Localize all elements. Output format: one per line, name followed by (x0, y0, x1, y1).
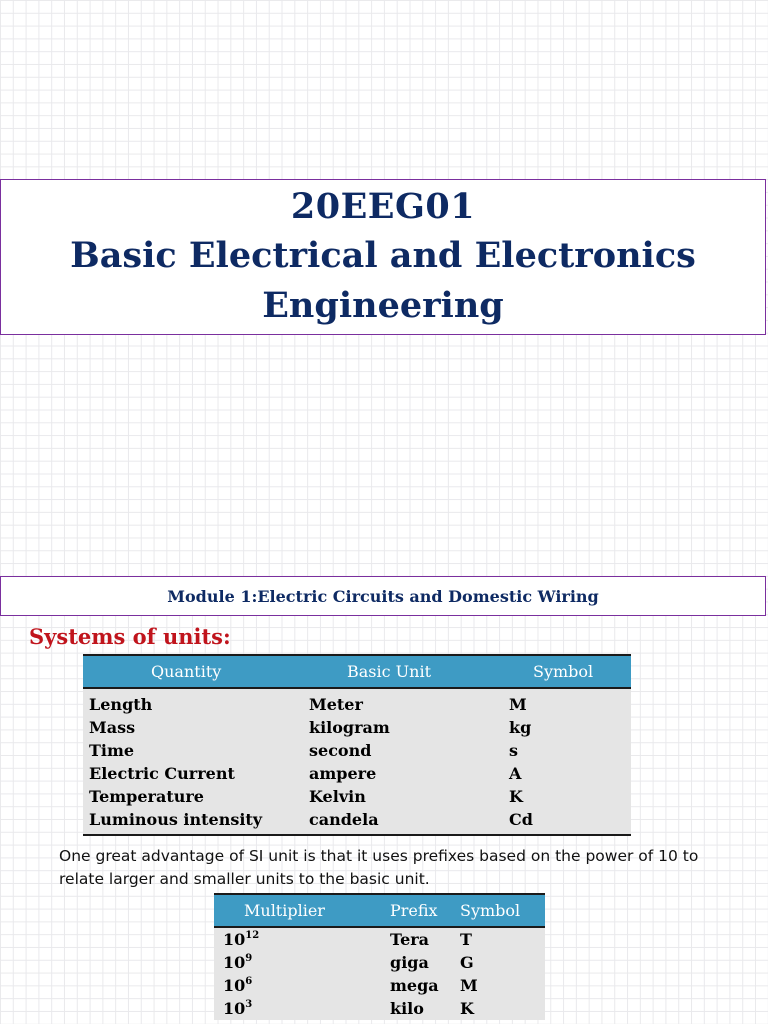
table-row (83, 785, 631, 808)
cell-symbol: M (503, 688, 631, 716)
si-prefix-paragraph: One great advantage of SI unit is that it uses prefixes based on the power of 10 to relate larger and smaller units to the basic unit. (59, 847, 699, 888)
table-row (83, 739, 631, 762)
cell-basic-unit: kilogram (303, 716, 503, 739)
cell-multiplier (214, 997, 370, 1020)
cell-symbol: G (456, 951, 545, 974)
cell-symbol: s (503, 739, 631, 762)
column-header-symbol: Symbol (456, 894, 545, 927)
prefix-table (214, 893, 545, 1020)
table-row (83, 716, 631, 739)
table-row (214, 951, 545, 974)
cell-basic-unit: Meter (303, 688, 503, 716)
cell-basic-unit: candela (303, 808, 503, 835)
module-title: Module 1:Electric Circuits and Domestic Wiring (167, 586, 599, 606)
cell-symbol: K (456, 997, 545, 1020)
cell-quantity: Time (83, 739, 303, 762)
section-heading: Systems of units: (29, 624, 231, 649)
table-row (83, 808, 631, 835)
cell-prefix: mega (370, 974, 456, 997)
cell-symbol: M (456, 974, 545, 997)
cell-quantity: Length (83, 688, 303, 716)
multiplier-base: 10 (223, 930, 246, 949)
column-header-multiplier: Multiplier (214, 894, 370, 927)
cell-quantity: Mass (83, 716, 303, 739)
multiplier-exponent: 3 (245, 999, 253, 1010)
table-row (214, 927, 545, 951)
title-box (0, 179, 766, 335)
table-row (83, 688, 631, 716)
multiplier-base: 10 (223, 999, 246, 1018)
table-row (214, 974, 545, 997)
cell-symbol: kg (503, 716, 631, 739)
cell-symbol: Cd (503, 808, 631, 835)
course-code: 20EEG01 (290, 186, 476, 227)
table-header-row (214, 894, 545, 927)
column-header-symbol: Symbol (503, 655, 631, 688)
multiplier-base: 10 (223, 976, 246, 995)
cell-basic-unit: ampere (303, 762, 503, 785)
cell-prefix: Tera (370, 927, 456, 951)
column-header-quantity: Quantity (83, 655, 303, 688)
cell-multiplier (214, 974, 370, 997)
column-header-basic-unit: Basic Unit (303, 655, 503, 688)
cell-symbol: A (503, 762, 631, 785)
cell-prefix: kilo (370, 997, 456, 1020)
cell-quantity: Luminous intensity (83, 808, 303, 835)
cell-multiplier (214, 951, 370, 974)
table-row (214, 997, 545, 1020)
multiplier-base: 10 (223, 953, 246, 972)
course-title-line-1: Basic Electrical and Electronics (70, 235, 696, 276)
cell-basic-unit: second (303, 739, 503, 762)
module-banner (0, 576, 766, 616)
table-row (83, 762, 631, 785)
multiplier-exponent: 12 (245, 930, 260, 941)
table-header-row (83, 655, 631, 688)
cell-quantity: Temperature (83, 785, 303, 808)
cell-symbol: T (456, 927, 545, 951)
multiplier-exponent: 6 (245, 976, 253, 987)
cell-multiplier (214, 927, 370, 951)
cell-symbol: K (503, 785, 631, 808)
column-header-prefix: Prefix (370, 894, 456, 927)
multiplier-exponent: 9 (245, 953, 253, 964)
units-table (83, 654, 631, 836)
course-title-line-2: Engineering (262, 285, 504, 326)
cell-quantity: Electric Current (83, 762, 303, 785)
cell-basic-unit: Kelvin (303, 785, 503, 808)
cell-prefix: giga (370, 951, 456, 974)
